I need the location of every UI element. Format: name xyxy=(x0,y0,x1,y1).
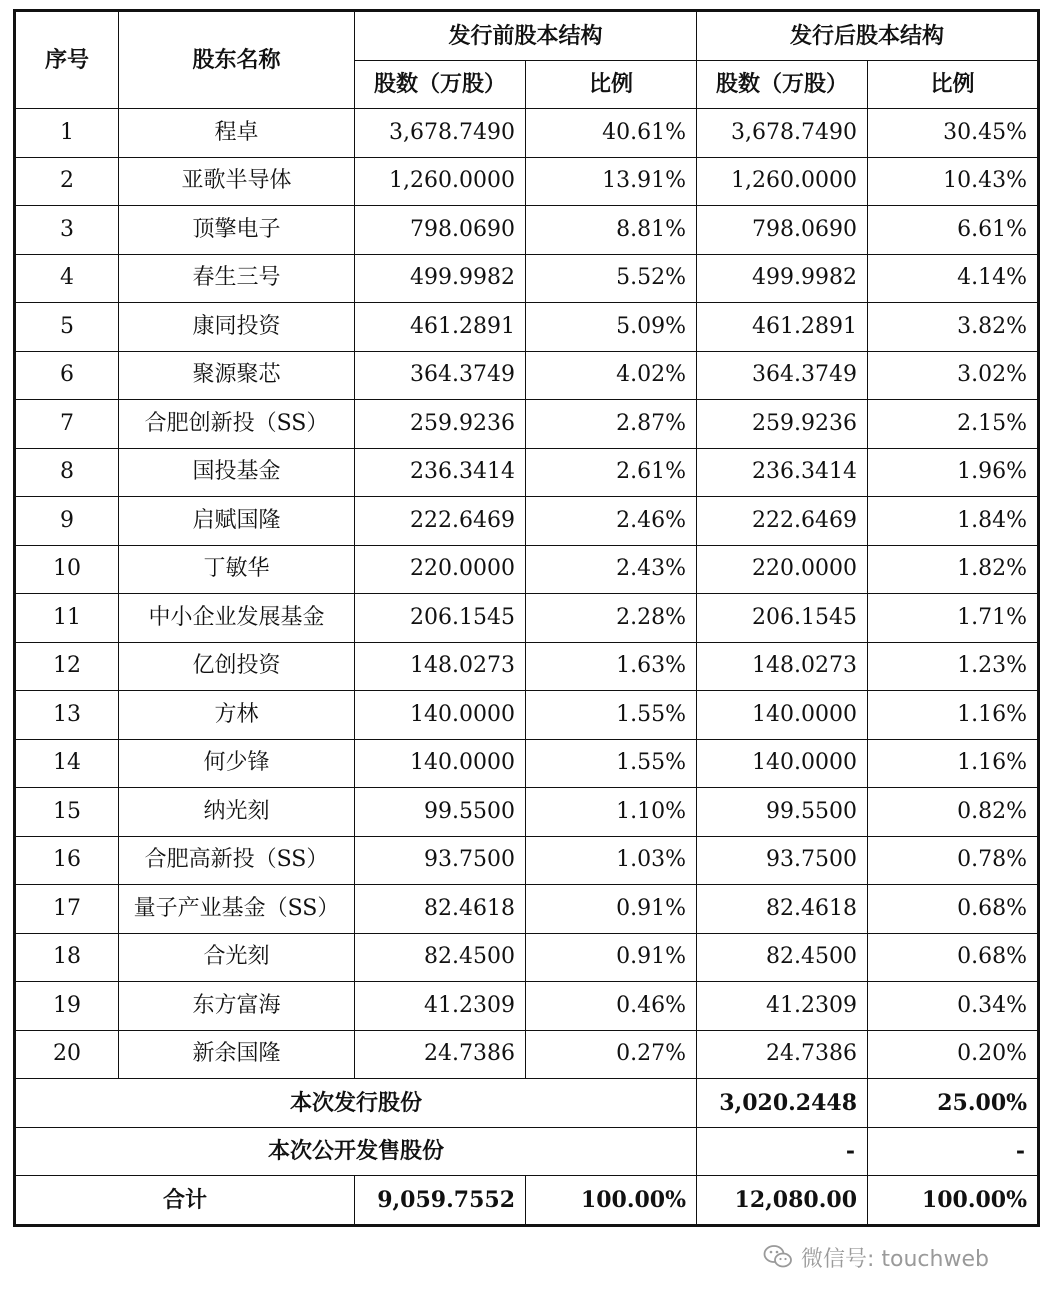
row-post-ratio: 3.82% xyxy=(868,303,1039,352)
row-pre-shares: 236.3414 xyxy=(355,448,526,497)
header-post-group: 发行后股本结构 xyxy=(697,11,1039,61)
row-seq: 14 xyxy=(15,739,119,788)
row-seq: 2 xyxy=(15,157,119,206)
table-row xyxy=(15,448,1039,497)
table-row xyxy=(15,642,1039,691)
table-row xyxy=(15,400,1039,449)
row-seq: 1 xyxy=(15,109,119,158)
table-row xyxy=(15,157,1039,206)
total-pre-shares: 9,059.7552 xyxy=(355,1176,526,1226)
header-name: 股东名称 xyxy=(119,11,355,109)
row-pre-ratio: 5.09% xyxy=(526,303,697,352)
public-sale-post-ratio: - xyxy=(868,1127,1039,1176)
row-post-ratio: 0.20% xyxy=(868,1030,1039,1079)
row-post-shares: 499.9982 xyxy=(697,254,868,303)
row-post-shares: 93.7500 xyxy=(697,836,868,885)
row-pre-ratio: 8.81% xyxy=(526,206,697,255)
table-row xyxy=(15,788,1039,837)
row-seq: 20 xyxy=(15,1030,119,1079)
row-post-ratio: 30.45% xyxy=(868,109,1039,158)
row-name: 量子产业基金（SS） xyxy=(119,885,355,934)
row-seq: 16 xyxy=(15,836,119,885)
row-post-ratio: 1.23% xyxy=(868,642,1039,691)
row-post-ratio: 1.82% xyxy=(868,545,1039,594)
row-post-shares: 222.6469 xyxy=(697,497,868,546)
table-row xyxy=(15,206,1039,255)
row-pre-ratio: 1.63% xyxy=(526,642,697,691)
row-post-shares: 364.3749 xyxy=(697,351,868,400)
total-post-ratio: 100.00% xyxy=(868,1176,1039,1226)
row-post-shares: 206.1545 xyxy=(697,594,868,643)
row-name: 合光刻 xyxy=(119,933,355,982)
row-post-ratio: 1.16% xyxy=(868,739,1039,788)
row-seq: 5 xyxy=(15,303,119,352)
row-seq: 17 xyxy=(15,885,119,934)
row-seq: 12 xyxy=(15,642,119,691)
issue-row xyxy=(15,1079,1039,1128)
row-pre-shares: 364.3749 xyxy=(355,351,526,400)
row-seq: 13 xyxy=(15,691,119,740)
row-pre-shares: 220.0000 xyxy=(355,545,526,594)
table-row xyxy=(15,497,1039,546)
table-row xyxy=(15,545,1039,594)
row-post-ratio: 4.14% xyxy=(868,254,1039,303)
header-pre-ratio: 比例 xyxy=(526,60,697,109)
table-row xyxy=(15,109,1039,158)
row-post-shares: 99.5500 xyxy=(697,788,868,837)
row-post-shares: 461.2891 xyxy=(697,303,868,352)
row-pre-ratio: 13.91% xyxy=(526,157,697,206)
row-seq: 8 xyxy=(15,448,119,497)
total-label: 合计 xyxy=(15,1176,355,1226)
table-row xyxy=(15,739,1039,788)
row-pre-shares: 148.0273 xyxy=(355,642,526,691)
row-name: 纳光刻 xyxy=(119,788,355,837)
header-row-top xyxy=(15,11,1039,61)
row-pre-ratio: 5.52% xyxy=(526,254,697,303)
row-post-shares: 24.7386 xyxy=(697,1030,868,1079)
row-post-ratio: 0.68% xyxy=(868,885,1039,934)
total-pre-ratio: 100.00% xyxy=(526,1176,697,1226)
row-name: 程卓 xyxy=(119,109,355,158)
row-pre-ratio: 1.10% xyxy=(526,788,697,837)
watermark-text: 微信号: touchweb xyxy=(801,1246,989,1272)
row-pre-shares: 206.1545 xyxy=(355,594,526,643)
row-pre-ratio: 1.55% xyxy=(526,739,697,788)
table-row xyxy=(15,254,1039,303)
row-pre-ratio: 1.03% xyxy=(526,836,697,885)
header-pre-shares: 股数（万股） xyxy=(355,60,526,109)
row-post-ratio: 0.78% xyxy=(868,836,1039,885)
wechat-icon xyxy=(763,1244,793,1270)
row-seq: 6 xyxy=(15,351,119,400)
row-pre-ratio: 2.87% xyxy=(526,400,697,449)
row-post-ratio: 1.71% xyxy=(868,594,1039,643)
header-post-ratio: 比例 xyxy=(868,60,1039,109)
row-pre-ratio: 2.61% xyxy=(526,448,697,497)
row-post-ratio: 1.84% xyxy=(868,497,1039,546)
row-name: 合肥创新投（SS） xyxy=(119,400,355,449)
row-pre-ratio: 4.02% xyxy=(526,351,697,400)
row-post-ratio: 0.68% xyxy=(868,933,1039,982)
row-post-shares: 140.0000 xyxy=(697,739,868,788)
row-post-shares: 259.9236 xyxy=(697,400,868,449)
row-pre-shares: 461.2891 xyxy=(355,303,526,352)
row-pre-shares: 93.7500 xyxy=(355,836,526,885)
total-row xyxy=(15,1176,1039,1226)
row-pre-shares: 499.9982 xyxy=(355,254,526,303)
row-post-shares: 140.0000 xyxy=(697,691,868,740)
row-post-ratio: 3.02% xyxy=(868,351,1039,400)
row-seq: 3 xyxy=(15,206,119,255)
issue-post-ratio: 25.00% xyxy=(868,1079,1039,1128)
row-post-shares: 798.0690 xyxy=(697,206,868,255)
row-pre-ratio: 40.61% xyxy=(526,109,697,158)
row-seq: 18 xyxy=(15,933,119,982)
row-post-ratio: 1.96% xyxy=(868,448,1039,497)
table-body xyxy=(15,109,1039,1079)
row-post-shares: 148.0273 xyxy=(697,642,868,691)
issue-post-shares: 3,020.2448 xyxy=(697,1079,868,1128)
row-post-shares: 236.3414 xyxy=(697,448,868,497)
row-pre-ratio: 2.46% xyxy=(526,497,697,546)
issue-label: 本次发行股份 xyxy=(15,1079,697,1128)
row-post-shares: 41.2309 xyxy=(697,982,868,1031)
public-sale-label: 本次公开发售股份 xyxy=(15,1127,697,1176)
row-post-ratio: 0.82% xyxy=(868,788,1039,837)
table-row xyxy=(15,1030,1039,1079)
row-pre-shares: 82.4618 xyxy=(355,885,526,934)
row-name: 东方富海 xyxy=(119,982,355,1031)
row-post-ratio: 0.34% xyxy=(868,982,1039,1031)
row-pre-shares: 41.2309 xyxy=(355,982,526,1031)
row-seq: 4 xyxy=(15,254,119,303)
row-pre-shares: 82.4500 xyxy=(355,933,526,982)
total-post-shares: 12,080.00 xyxy=(697,1176,868,1226)
row-post-ratio: 6.61% xyxy=(868,206,1039,255)
header-seq: 序号 xyxy=(15,11,119,109)
table-row xyxy=(15,594,1039,643)
row-seq: 15 xyxy=(15,788,119,837)
row-pre-ratio: 0.46% xyxy=(526,982,697,1031)
row-pre-shares: 1,260.0000 xyxy=(355,157,526,206)
row-post-shares: 3,678.7490 xyxy=(697,109,868,158)
row-name: 顶擎电子 xyxy=(119,206,355,255)
row-name: 亚歌半导体 xyxy=(119,157,355,206)
row-pre-ratio: 2.43% xyxy=(526,545,697,594)
row-pre-ratio: 1.55% xyxy=(526,691,697,740)
row-pre-ratio: 0.91% xyxy=(526,933,697,982)
row-post-shares: 220.0000 xyxy=(697,545,868,594)
table-row xyxy=(15,691,1039,740)
row-pre-ratio: 0.91% xyxy=(526,885,697,934)
row-name: 中小企业发展基金 xyxy=(119,594,355,643)
table-row xyxy=(15,303,1039,352)
row-pre-ratio: 0.27% xyxy=(526,1030,697,1079)
public-sale-post-shares: - xyxy=(697,1127,868,1176)
row-pre-shares: 140.0000 xyxy=(355,739,526,788)
row-seq: 9 xyxy=(15,497,119,546)
watermark xyxy=(763,1240,989,1274)
row-pre-shares: 24.7386 xyxy=(355,1030,526,1079)
table-row xyxy=(15,885,1039,934)
table-row xyxy=(15,982,1039,1031)
row-name: 亿创投资 xyxy=(119,642,355,691)
row-post-ratio: 10.43% xyxy=(868,157,1039,206)
row-pre-ratio: 2.28% xyxy=(526,594,697,643)
row-seq: 11 xyxy=(15,594,119,643)
row-name: 春生三号 xyxy=(119,254,355,303)
row-seq: 10 xyxy=(15,545,119,594)
row-pre-shares: 259.9236 xyxy=(355,400,526,449)
row-name: 方林 xyxy=(119,691,355,740)
header-post-shares: 股数（万股） xyxy=(697,60,868,109)
row-post-ratio: 2.15% xyxy=(868,400,1039,449)
table-row xyxy=(15,351,1039,400)
row-pre-shares: 99.5500 xyxy=(355,788,526,837)
row-pre-shares: 222.6469 xyxy=(355,497,526,546)
row-post-shares: 82.4618 xyxy=(697,885,868,934)
row-seq: 7 xyxy=(15,400,119,449)
row-name: 何少锋 xyxy=(119,739,355,788)
row-post-ratio: 1.16% xyxy=(868,691,1039,740)
row-name: 聚源聚芯 xyxy=(119,351,355,400)
public-sale-row xyxy=(15,1127,1039,1176)
table-row xyxy=(15,836,1039,885)
row-post-shares: 82.4500 xyxy=(697,933,868,982)
table-row xyxy=(15,933,1039,982)
row-name: 启赋国隆 xyxy=(119,497,355,546)
row-name: 国投基金 xyxy=(119,448,355,497)
row-pre-shares: 798.0690 xyxy=(355,206,526,255)
row-name: 丁敏华 xyxy=(119,545,355,594)
shareholding-table xyxy=(13,9,1040,1227)
row-pre-shares: 140.0000 xyxy=(355,691,526,740)
row-seq: 19 xyxy=(15,982,119,1031)
row-pre-shares: 3,678.7490 xyxy=(355,109,526,158)
row-name: 康同投资 xyxy=(119,303,355,352)
row-name: 新余国隆 xyxy=(119,1030,355,1079)
row-post-shares: 1,260.0000 xyxy=(697,157,868,206)
header-pre-group: 发行前股本结构 xyxy=(355,11,697,61)
row-name: 合肥高新投（SS） xyxy=(119,836,355,885)
table-summary xyxy=(15,1079,1039,1226)
